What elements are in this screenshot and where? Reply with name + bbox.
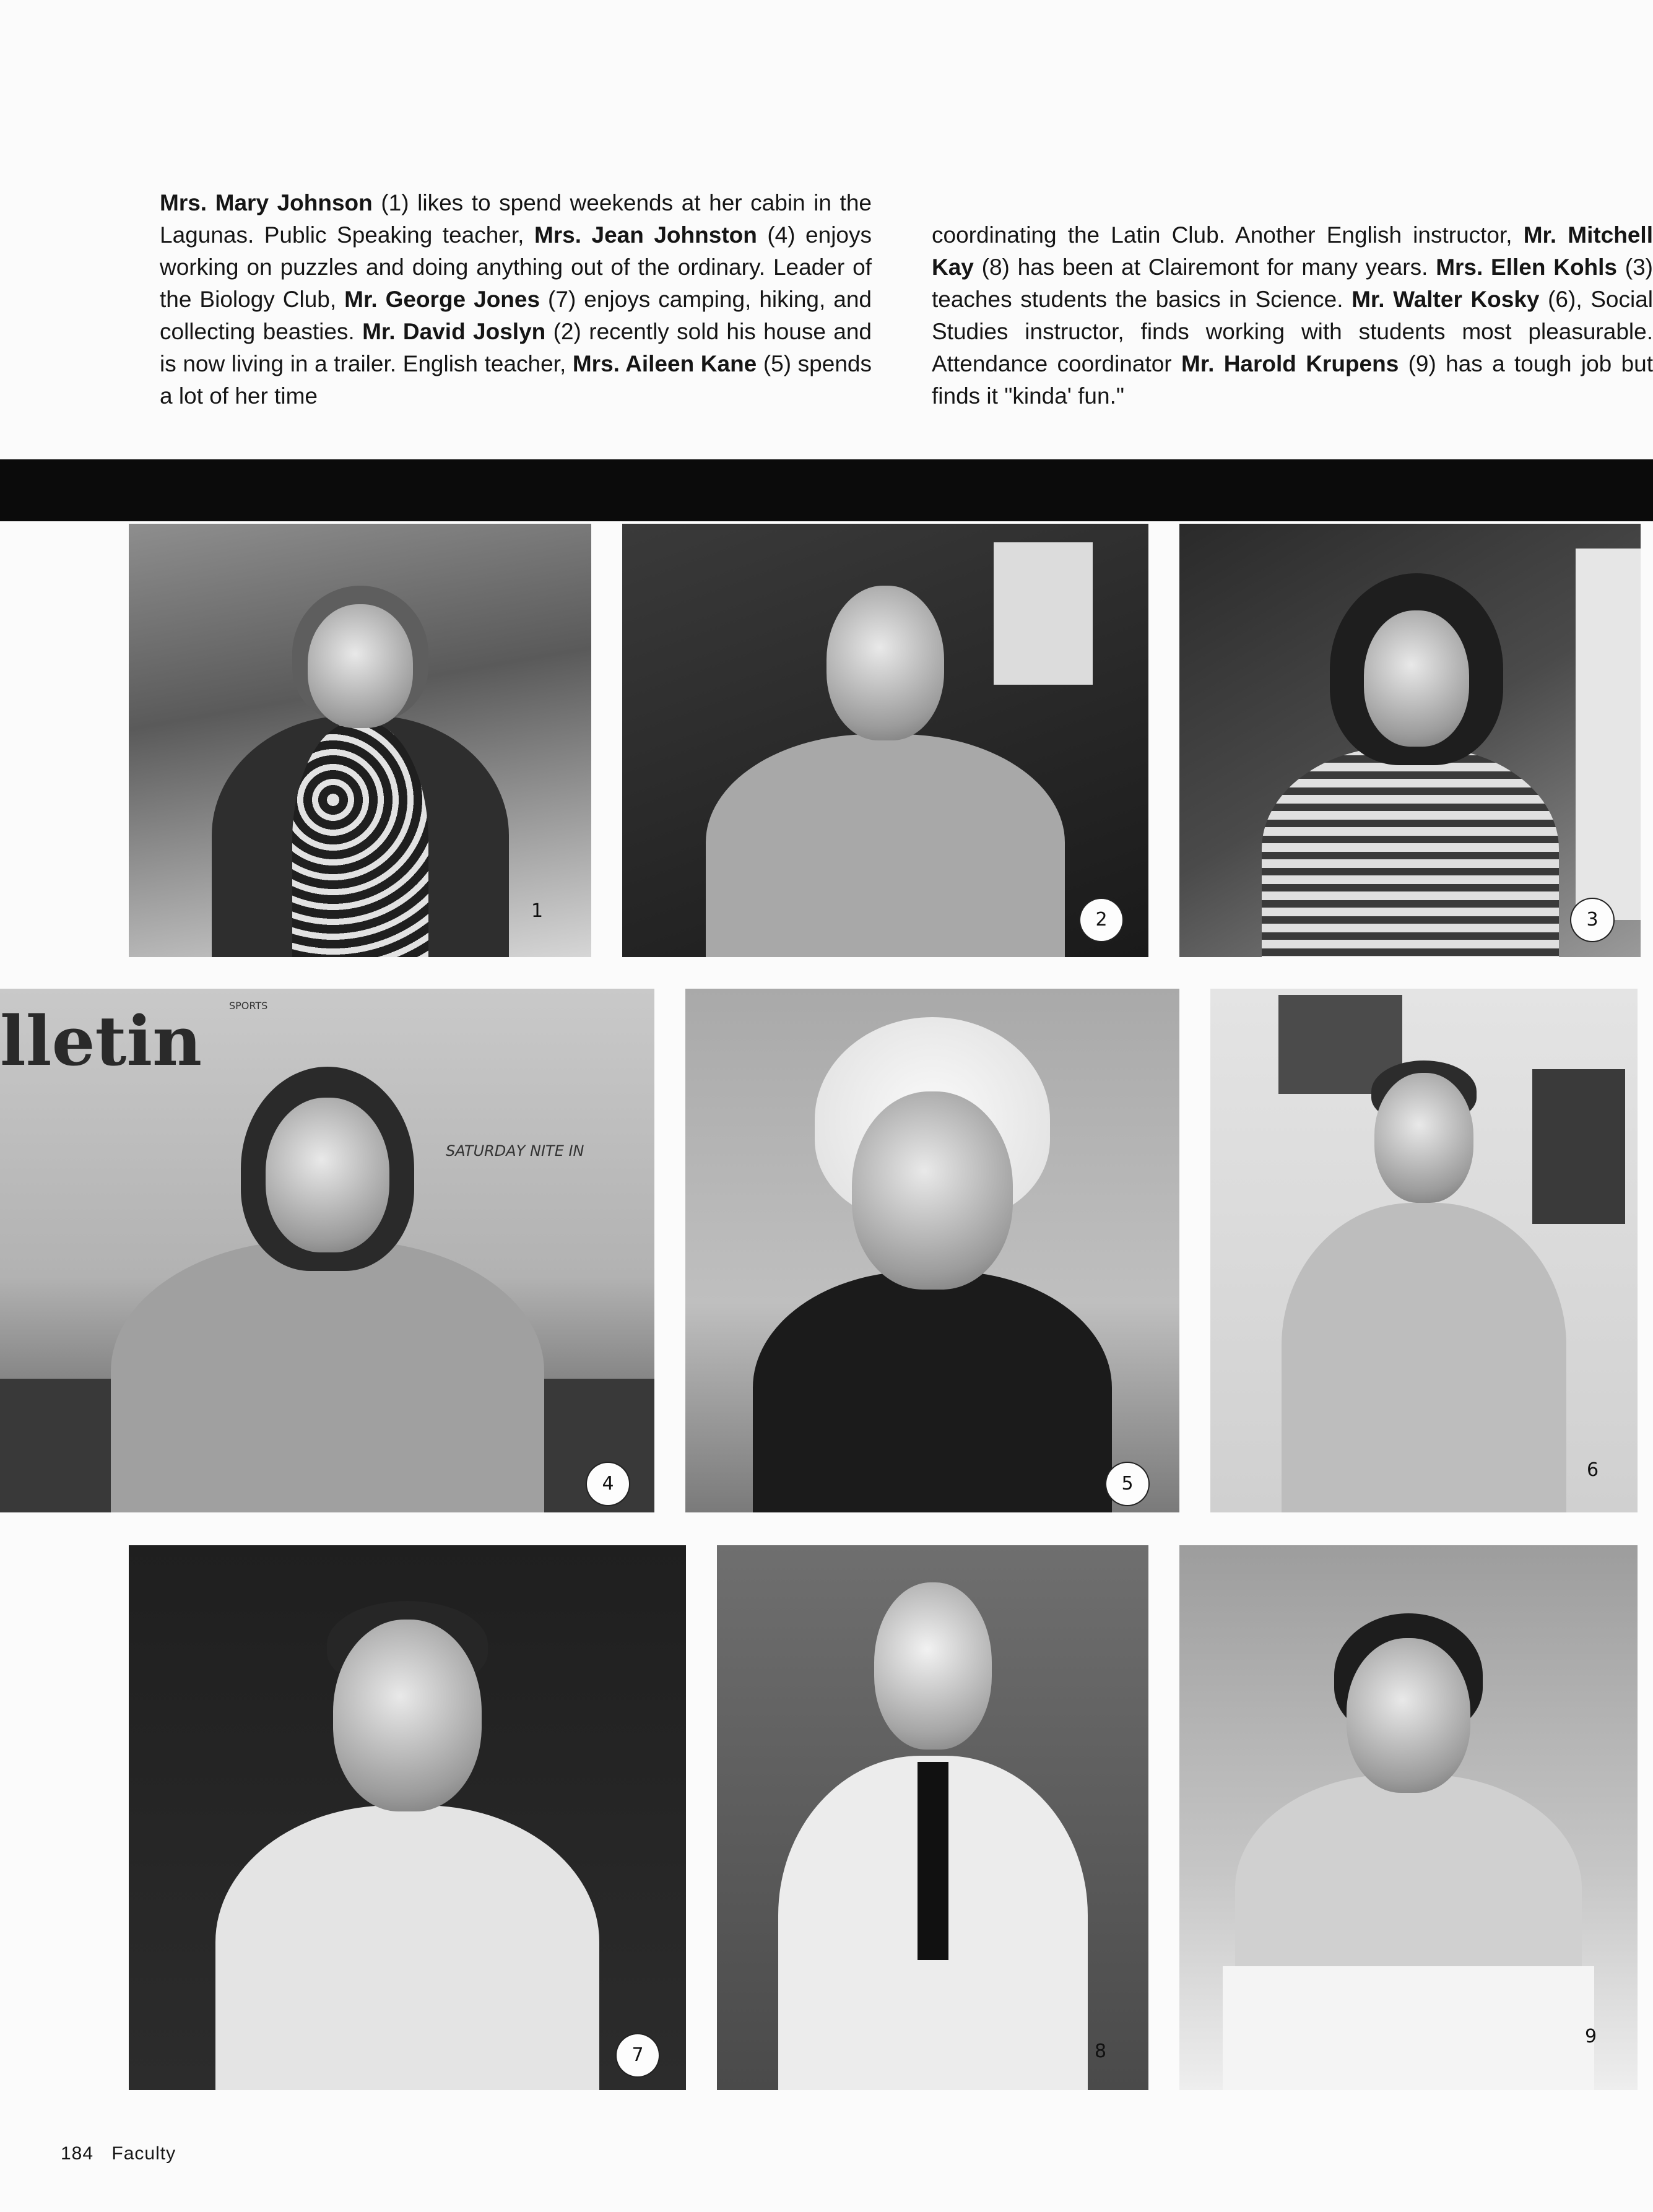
photo-7 [129,1545,686,2090]
caption-text-right [932,219,1653,412]
teacher-name: Mr. George Jones [344,287,540,312]
photo-number-label: 6 [1587,1459,1599,1481]
photo-number-badge: 3 [1571,899,1613,941]
caption-text-left [160,187,872,412]
photo-6 [1210,989,1638,1512]
caption-segment: (7) enjoys camping, hiking, and collecting beasties. [160,287,872,344]
teacher-name: Mr. David Joslyn [362,319,546,344]
caption-segment: (4) enjoys working on puzzles and doing anything out of the ordinary. Leader of the Biology Club, [160,222,872,312]
photo-number-badge: 5 [1106,1463,1148,1505]
photo-1 [129,524,591,957]
caption-segment: (1) likes to spend weekends at her cabin in the Lagunas. Public Speaking teacher, [160,190,872,248]
photo-number-label: 9 [1585,2026,1597,2047]
teacher-name: Mrs. Ellen Kohls [1436,254,1618,280]
photo-4 [0,989,654,1512]
teacher-name: Mr. Harold Krupens [1181,351,1399,376]
photo-number-badge: 2 [1080,899,1122,941]
page-number: 184 [61,2143,94,2164]
poster-saturday-text: SATURDAY NITE IN [446,1142,584,1160]
caption-segment: (6), Social Studies instructor, finds working with students most pleasurable. Attendance coordinator [932,287,1653,376]
photo-3 [1179,524,1641,957]
teacher-name: Mrs. Jean Johnston [534,222,757,248]
poster-sports-text: SPORTS [229,1000,268,1012]
caption-segment: (9) has a tough job but finds it "kinda' fun." [932,351,1653,409]
photo-8 [717,1545,1148,2090]
photo-number-label: 8 [1095,2041,1107,2062]
teacher-name: Mrs. Mary Johnson [160,190,373,215]
teacher-name: Mr. Mitchell Kay [932,222,1653,280]
photo-5 [685,989,1179,1512]
caption-segment: (5) spends a lot of her time [160,351,872,409]
caption-segment: (8) has been at Clairemont for many years. [973,254,1436,280]
section-name: Faculty [111,2143,176,2164]
caption-segment: (3) teaches students the basics in Science. [932,254,1653,312]
photo-number-badge: 7 [617,2034,659,2076]
teacher-name: Mrs. Aileen Kane [572,351,757,376]
black-band [0,459,1653,521]
photo-number-label: 1 [531,900,544,922]
caption-segment: coordinating the Latin Club. Another English instructor, [932,222,1524,248]
photo-2 [622,524,1148,957]
page-footer [61,2143,188,2164]
photo-9 [1179,1545,1638,2090]
bulletin-board-text: lletin [0,1001,202,1081]
caption-segment: (2) recently sold his house and is now living in a trailer. English teacher, [160,319,872,376]
photo-number-badge: 4 [587,1463,629,1505]
teacher-name: Mr. Walter Kosky [1351,287,1540,312]
